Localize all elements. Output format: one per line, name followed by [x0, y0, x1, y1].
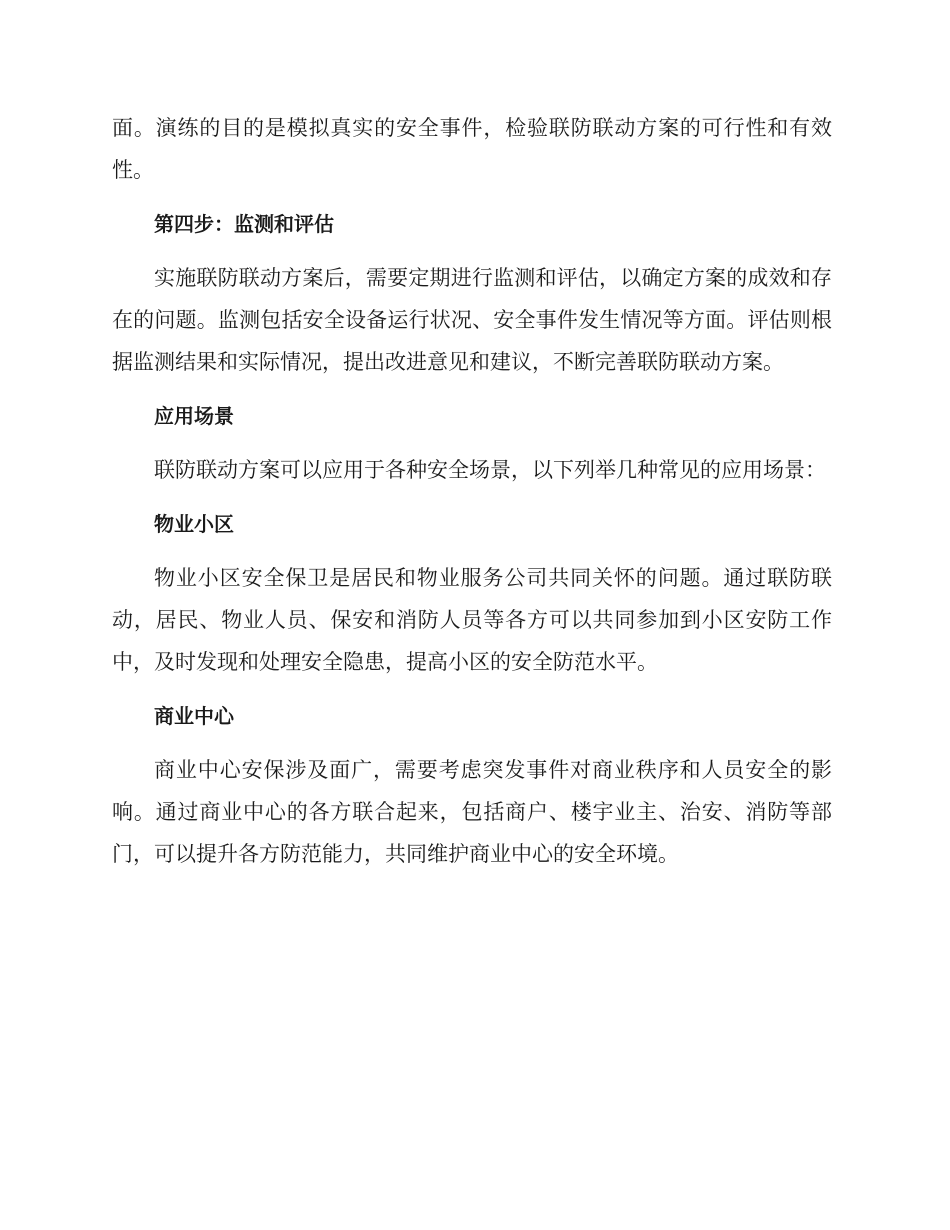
- paragraph-commercial-center: 商业中心安保涉及面广，需要考虑突发事件对商业秩序和人员安全的影响。通过商业中心的各方联合起来，包括商户、楼宇业主、治安、消防等部门，可以提升各方防范能力，共同维护商业中心的安全环境。: [112, 758, 832, 866]
- paragraph-property-community: 物业小区安全保卫是居民和物业服务公司共同关怀的问题。通过联防联动，居民、物业人员、保安和消防人员等各方可以共同参加到小区安防工作中，及时发现和处理安全隐患，提高小区的安全防范水平。: [112, 566, 832, 674]
- document-body: [112, 107, 832, 875]
- paragraph-continuation: 面。演练的目的是模拟真实的安全事件，检验联防联动方案的可行性和有效性。: [112, 116, 832, 182]
- paragraph-step4: 实施联防联动方案后，需要定期进行监测和评估，以确定方案的成效和存在的问题。监测包括安全设备运行状况、安全事件发生情况等方面。评估则根据监测结果和实际情况，提出改进意见和建议，不断完善联防联动方案。: [112, 266, 832, 374]
- heading-step4-monitoring: 第四步：监测和评估: [154, 212, 334, 236]
- paragraph-scenarios: 联防联动方案可以应用于各种安全场景，以下列举几种常见的应用场景：: [154, 458, 826, 482]
- heading-commercial-center: 商业中心: [154, 704, 234, 728]
- heading-property-community: 物业小区: [154, 512, 234, 536]
- heading-application-scenarios: 应用场景: [154, 404, 234, 428]
